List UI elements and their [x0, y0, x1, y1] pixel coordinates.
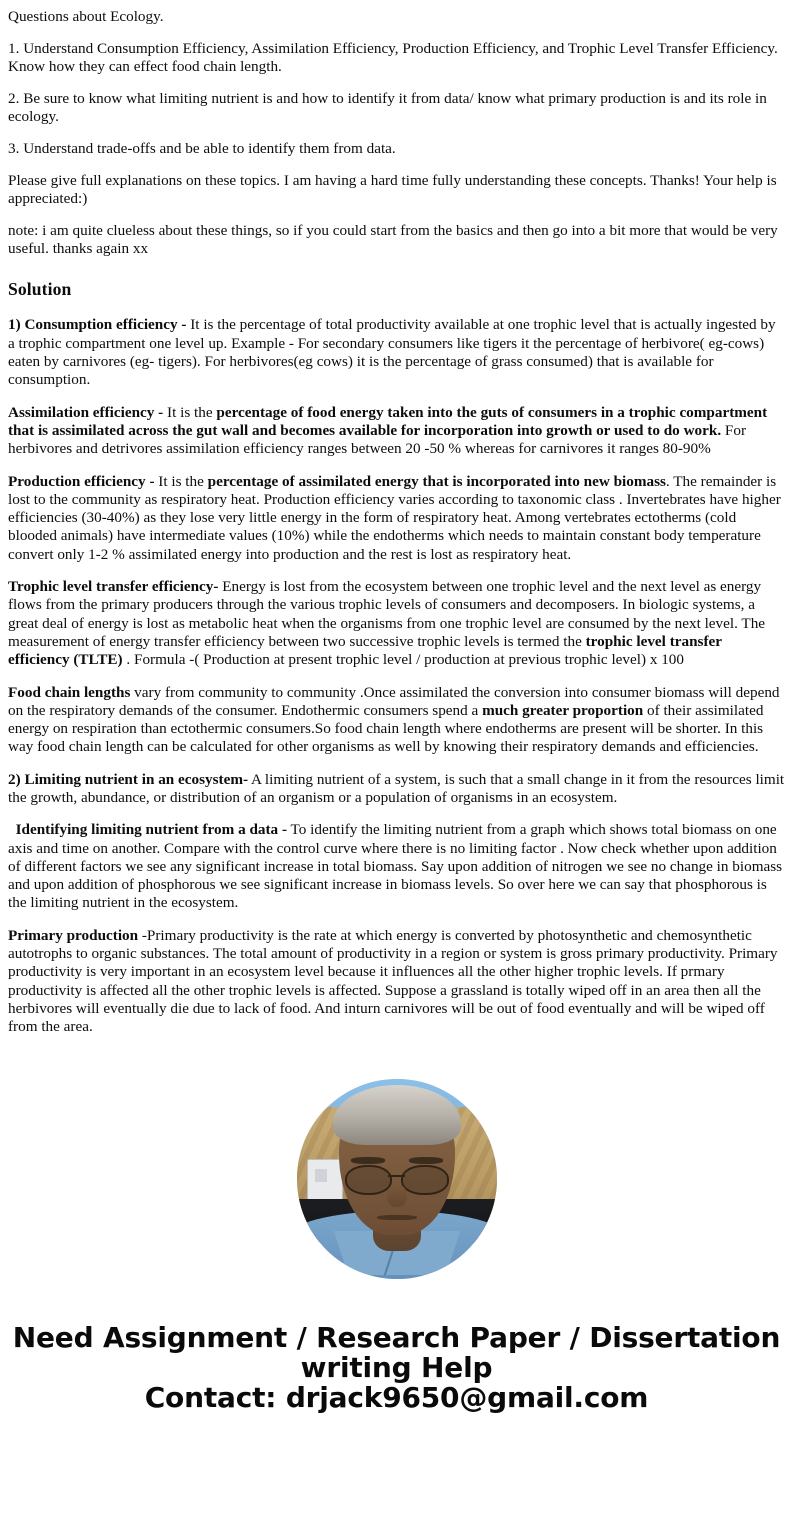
- avatar-glasses-lens-right: [401, 1165, 449, 1195]
- emphasis-production-definition: percentage of assimilated energy that is incorporated into new biomass: [207, 472, 666, 490]
- avatar-container: [8, 1079, 785, 1279]
- term-production-efficiency: Production efficiency -: [8, 472, 155, 490]
- paragraph-identifying-limiting-nutrient: [8, 821, 785, 912]
- text-food-chain-tail: of their assimilated energy on respiration than ectothermic consumers.So food chain length where endotherms are present will be shorter. In this way food chain length can be calculated for other organisms as well by knowing their respiratory demands and efficiencies.: [8, 701, 764, 756]
- avatar-glasses-lens-left: [345, 1165, 393, 1195]
- term-consumption-efficiency: 1) Consumption efficiency -: [8, 316, 187, 334]
- text-tlte-formula: . Formula -( Production at present trophic level / production at previous trophic level) x 100: [122, 651, 684, 669]
- avatar-mouth: [377, 1215, 417, 1220]
- avatar-eyebrow-left: [351, 1157, 385, 1164]
- cta-line-1: Need Assignment / Research Paper / Dissertation: [12, 1320, 781, 1354]
- paragraph-primary-production: [8, 927, 785, 1037]
- solution-body: [8, 316, 785, 1036]
- avatar-eyebrow-right: [409, 1157, 443, 1164]
- question-item-3: 3. Understand trade-offs and be able to identify them from data.: [8, 139, 396, 157]
- term-identifying-limiting-nutrient: Identifying limiting nutrient from a data -: [15, 821, 288, 839]
- paragraph-production-efficiency: [8, 473, 785, 564]
- solution-heading: Solution: [8, 279, 72, 300]
- text-food-chain-lead: vary from community to community .Once assimilated the conversion into consumer biomass will depend on the respiratory demands of the consumer. Endothermic consumers spend a: [8, 683, 780, 719]
- question-note: note: i am quite clueless about these things, so if you could start from the basics and then go into a bit more that would be very useful. thanks again xx: [8, 221, 778, 258]
- text-limiting-nutrient: A limiting nutrient of a system, is such that a small change in it from the resources limit the growth, abundance, or distribution of an organism or a population of organisms in an ecosystem.: [8, 770, 785, 806]
- emphasis-much-greater-proportion: much greater proportion: [482, 701, 644, 719]
- question-block: [8, 8, 785, 258]
- paragraph-limiting-nutrient: [8, 771, 785, 808]
- cta-line-3: Contact: drjack9650@gmail.com: [144, 1380, 649, 1414]
- cta-line-2: writing Help: [300, 1350, 493, 1384]
- term-limiting-nutrient: 2) Limiting nutrient in an ecosystem-: [8, 770, 249, 788]
- text-primary-production: -Primary productivity is the rate at which energy is converted by photosynthetic and chemosynthetic autotrophs to organic substances. The total amount of productivity in a region or system is gross primary productivity. Primary productivity is very important in an ecosystem level because it influences all the other higher trophic levels. If prmary productivity is affected all the other trophic levels is affected. Suppose a grassland is totally wiped off in an area then all the herbivores will eventually die due to lack of food. And inturn carnivores will be out of food eventually and will be wiped off from the area.: [8, 926, 778, 1036]
- question-item-2: 2. Be sure to know what limiting nutrient is and how to identify it from data/ know what primary production is and its role in ecology.: [8, 89, 767, 126]
- emphasis-assimilation-definition: percentage of food energy taken into the guts of consumers in a trophic compartment that is assimilated across the gut wall and becomes available for incorporation into growth or used to do work.: [8, 403, 768, 439]
- question-intro: Questions about Ecology.: [8, 8, 164, 25]
- question-request: Please give full explanations on these topics. I am having a hard time fully understanding these concepts. Thanks! Your help is appreciated:): [8, 171, 777, 208]
- avatar-glasses-bridge: [388, 1175, 405, 1177]
- text-production-lead: It is the: [154, 472, 208, 490]
- question-item-1: 1. Understand Consumption Efficiency, Assimilation Efficiency, Production Efficiency, and Trophic Level Transfer Efficiency. Know how they can effect food chain length.: [8, 39, 778, 76]
- avatar-nose: [387, 1185, 407, 1207]
- term-trophic-level-transfer-efficiency: Trophic level transfer efficiency-: [8, 578, 219, 596]
- paragraph-assimilation-efficiency: [8, 404, 785, 459]
- text-assimilation-lead: It is the: [163, 403, 217, 421]
- contact-call-to-action: [8, 1320, 785, 1435]
- avatar: [297, 1079, 497, 1279]
- text-consumption-efficiency: It is the percentage of total productivity available at one trophic level that is actually ingested by a trophic compartment one level up. Example - For secondary consumers like tigers it the percentage of herbivore( eg-cows) eaten by carnivores (eg- tigers). For herbivores(eg cows) it is the percentage of grass consumed) that is available for consumption.: [8, 316, 776, 389]
- text-identifying-limiting-nutrient: To identify the limiting nutrient from a graph which shows total biomass on one axis and time on another. Compare with the control curve where there is no limiting factor . Now check whether upon addition of different factors we see any significant increase in total biomass. Say upon addition of nitrogen we see no change in biomass and upon addition of phosphorous we see significant increase in biomass levels. So over here we can say that phosphorous is the limiting nutrient in the ecosystem.: [8, 821, 783, 912]
- term-food-chain-lengths: Food chain lengths: [8, 683, 131, 701]
- text-assimilation-tail: For herbivores and detrivores assimilation efficiency ranges between 20 -50 % whereas for carnivores it ranges 80-90%: [8, 421, 747, 458]
- term-primary-production: Primary production: [8, 926, 139, 944]
- text-production-tail: . The remainder is lost to the community as respiratory heat. Production efficiency varies according to taxonomic class . Invertebrates have higher efficiencies (30-40%) as they lose very little energy in the form of respiratory heat. Among vertebrates ectotherms (cold blooded animals) have intermediate values (10%) while the endotherms which needs to maintain constant body temperature convert only 1-2 % assimilated energy into production and the rest is lost as respiratory heat.: [8, 472, 781, 563]
- paragraph-trophic-level-transfer-efficiency: [8, 578, 785, 669]
- paragraph-food-chain-lengths: [8, 684, 785, 757]
- term-assimilation-efficiency: Assimilation efficiency -: [8, 403, 164, 421]
- paragraph-consumption-efficiency: [8, 316, 785, 389]
- text-tlte-body: Energy is lost from the ecosystem between one trophic level and the next level as energy flows from the primary producers through the various trophic levels of consumers and decomposers. In biologic systems, a great deal of energy is lost as metabolic heat when the organisms from one trophic level are consumed by the next level. The measurement of energy transfer efficiency between two successive trophic levels is termed the: [8, 578, 766, 650]
- emphasis-tlte-abbreviation: trophic level transfer efficiency (TLTE): [8, 632, 722, 669]
